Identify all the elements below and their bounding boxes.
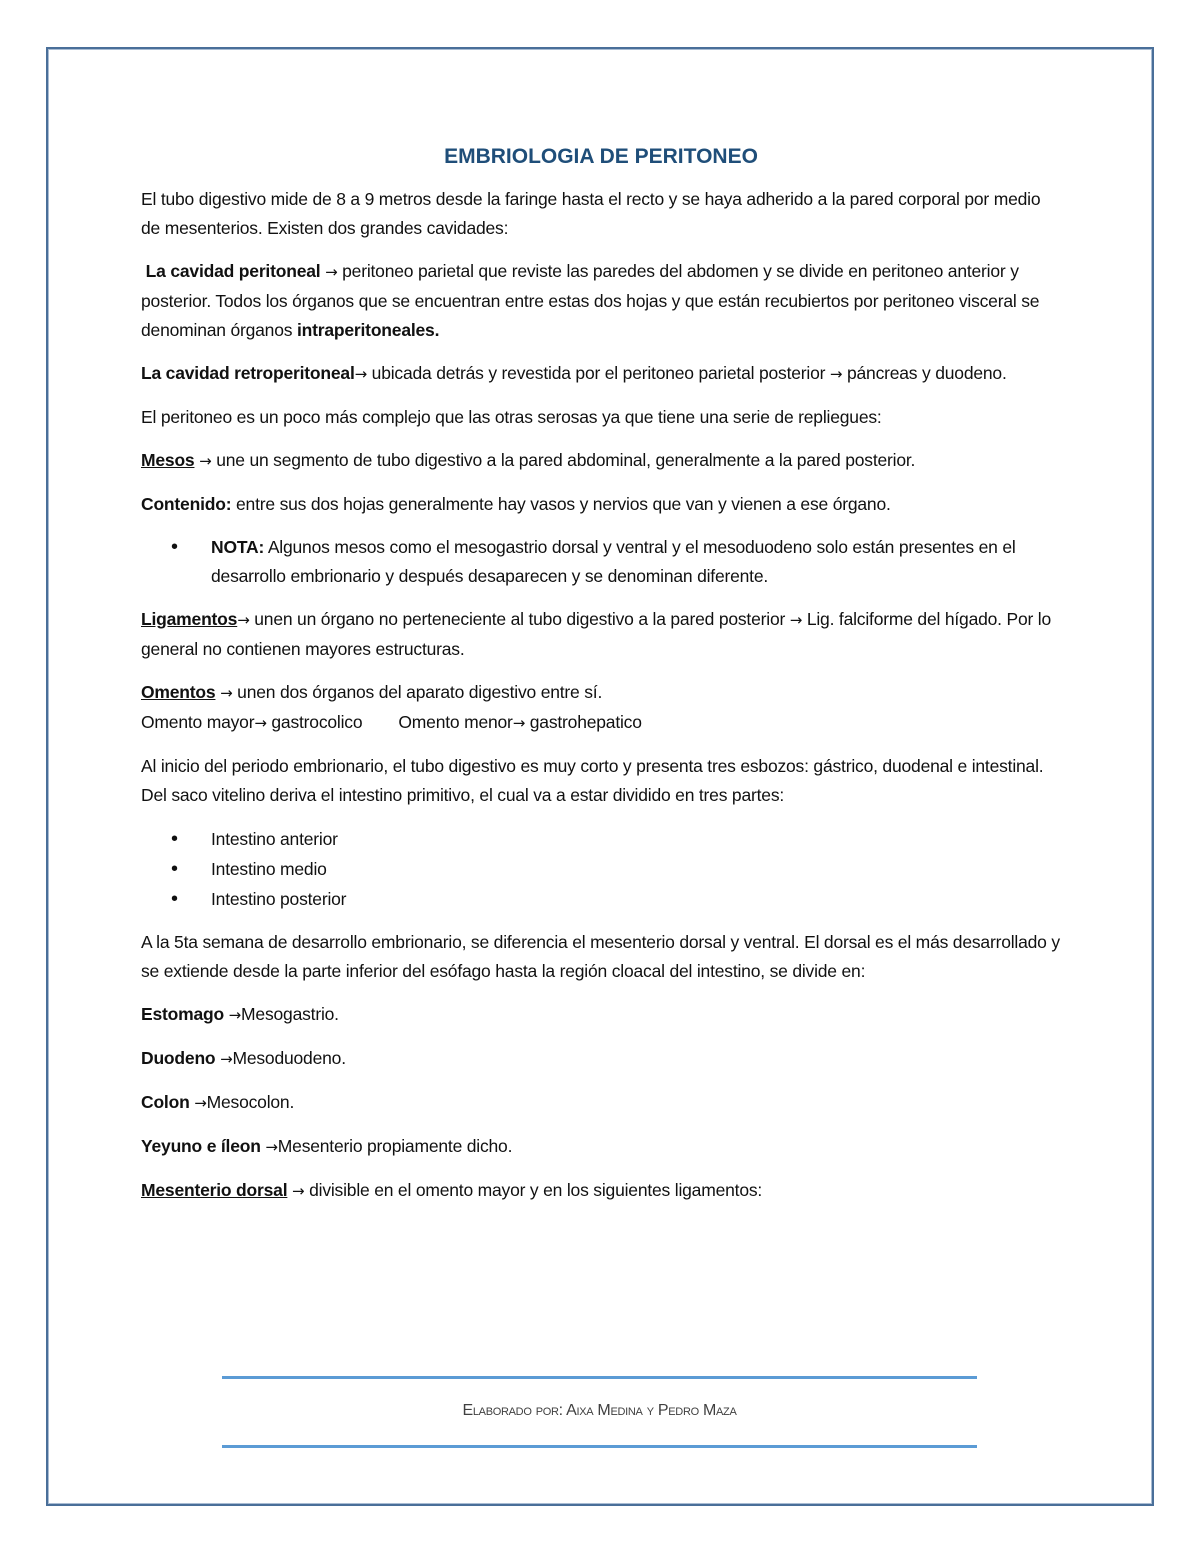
footer-bottom-rule	[222, 1445, 977, 1448]
cavidad-peritoneal-term: La cavidad peritoneal	[145, 261, 321, 281]
document-title: EMBRIOLOGIA DE PERITONEO	[444, 145, 758, 168]
document-body	[141, 140, 1061, 1220]
footer-top-rule	[222, 1376, 977, 1379]
ligamentos-paragraph: Ligamentos→ unen un órgano no perteneciente al tubo digestivo a la pared posterior → Lig. falciforme del hígado. Por lo general no contienen mayores estructuras.	[141, 609, 1052, 659]
omentos-paragraph: Omentos → unen dos órganos del aparato digestivo entre sí.	[141, 682, 603, 702]
arrow-icon: →	[194, 1094, 207, 1112]
arrow-icon: →	[512, 714, 526, 732]
arrow-icon: →	[325, 263, 338, 281]
intestino-list	[141, 824, 1061, 914]
periodo-embrionario-paragraph: Al inicio del periodo embrionario, el tubo digestivo es muy corto y presenta tres esbozos: gástrico, duodenal e intestinal. Del saco vitelino deriva el intestino primitivo, el cual va a estar dividido en tres partes:	[141, 756, 1044, 805]
division-colon: Colon →Mesocolon.	[141, 1092, 295, 1112]
cavidad-retroperitoneal-paragraph: La cavidad retroperitoneal→ ubicada detrás y revestida por el peritoneo parietal posterior → páncreas y duodeno.	[141, 363, 1007, 383]
footer-credit: Elaborado por: Aixa Medina y Pedro Maza	[462, 1402, 737, 1419]
list-item: • NOTA: Algunos mesos como el mesogastrio dorsal y ventral y el mesoduodeno solo están presentes en el desarrollo embrionario y después desaparecen y se denominan diferente.	[141, 533, 1061, 591]
mesos-paragraph: Mesos → une un segmento de tubo digestivo a la pared abdominal, generalmente a la pared posterior.	[141, 450, 916, 470]
list-item: • Intestino medio	[141, 854, 1061, 884]
repliegues-paragraph: El peritoneo es un poco más complejo que las otras serosas ya que tiene una serie de repliegues:	[141, 407, 882, 427]
omentos-term: Omentos	[141, 682, 216, 702]
mesenterio-dorsal-paragraph: Mesenterio dorsal → divisible en el omento mayor y en los siguientes ligamentos:	[141, 1180, 763, 1200]
mesenterio-dorsal-term: Mesenterio dorsal	[141, 1180, 288, 1200]
division-estomago: Estomago →Mesogastrio.	[141, 1004, 339, 1024]
omentos-types-line: Omento mayor→ gastrocolico Omento menor→ gastrohepatico	[141, 712, 642, 732]
cavidad-retroperitoneal-term: La cavidad retroperitoneal	[141, 363, 355, 383]
arrow-icon: →	[354, 365, 367, 383]
intro-paragraph: El tubo digestivo mide de 8 a 9 metros desde la faringe hasta el recto y se haya adherido a la pared corporal por medio de mesenterios. Existen dos grandes cavidades:	[141, 189, 1041, 238]
nota-list	[141, 533, 1061, 591]
arrow-icon: →	[265, 1138, 278, 1156]
arrow-icon: →	[829, 365, 843, 383]
arrow-icon: →	[228, 1006, 242, 1024]
arrow-icon: →	[292, 1182, 305, 1200]
arrow-icon: →	[220, 1050, 233, 1068]
contenido-term: Contenido:	[141, 494, 232, 514]
mesos-term: Mesos	[141, 450, 195, 470]
quinta-semana-paragraph: A la 5ta semana de desarrollo embrionario, se diferencia el mesenterio dorsal y ventral. El dorsal es el más desarrollado y se extiende desde la parte inferior del esófago hasta la región cloacal del intestino, se divide en:	[141, 932, 1060, 981]
cavidad-peritoneal-paragraph: La cavidad peritoneal → peritoneo parietal que reviste las paredes del abdomen y se divide en peritoneo anterior y posterior. Todos los órganos que se encuentran entre estas dos hojas y que están recubiertos por peritoneo visceral se denominan órganos intraperitoneales.	[141, 261, 1040, 340]
arrow-icon: →	[220, 684, 233, 702]
arrow-icon: →	[254, 714, 267, 732]
division-duodeno: Duodeno →Mesoduodeno.	[141, 1048, 346, 1068]
arrow-icon: →	[237, 611, 250, 629]
ligamentos-term: Ligamentos	[141, 609, 238, 629]
list-item: • Intestino anterior	[141, 824, 1061, 854]
arrow-icon: →	[789, 611, 803, 629]
list-item: • Intestino posterior	[141, 884, 1061, 914]
contenido-paragraph: Contenido: entre sus dos hojas generalmente hay vasos y nervios que van y vienen a ese órgano.	[141, 494, 891, 514]
arrow-icon: →	[199, 452, 212, 470]
division-yeyuno-ileon: Yeyuno e íleon →Mesenterio propiamente dicho.	[141, 1136, 513, 1156]
nota-term: NOTA:	[211, 537, 265, 557]
